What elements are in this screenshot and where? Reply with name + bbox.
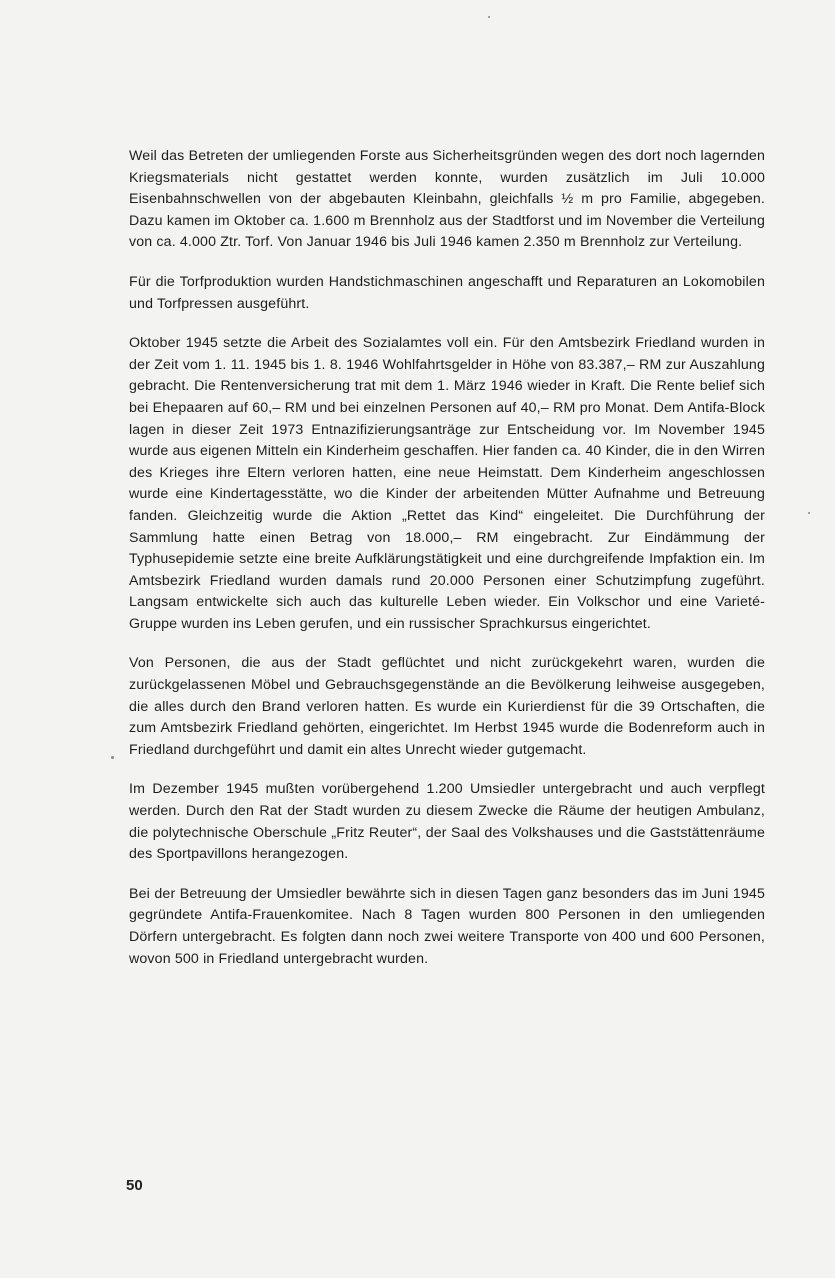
- paper-speck: [111, 756, 114, 759]
- paragraph-fuel-distribution: Weil das Betreten der umliegenden Forste aus Sicherheitsgründen wegen des dort noch lagernden Kriegsmaterials nicht gestattet werden konnte, wurden zusätzlich im Juli 10.000 Eisenbahnschwellen von der abgebauten Kleinbahn, gleichfalls ½ m pro Familie, abgegeben. Dazu kamen im Oktober ca. 1.600 m Brennholz aus der Stadtforst und im November die Verteilung von ca. 4.000 Ztr. Torf. Von Januar 1946 bis Juli 1946 kamen 2.350 m Brennholz zur Verteilung.: [129, 148, 765, 251]
- paper-speck: [808, 512, 810, 514]
- paragraph-womens-committee: Bei der Betreuung der Umsiedler bewährte sich in diesen Tagen ganz besonders das im Juni 1945 gegründete Antifa-Frauenkomitee. Nach 8 Tagen wurden 800 Personen in den umliegenden Dörfern untergebracht. Es folgten dann noch zwei weitere Transporte von 400 und 600 Personen, wovon 500 in Friedland untergebracht wurden.: [129, 885, 765, 967]
- paper-speck: [488, 16, 490, 18]
- paragraph-social-office: Oktober 1945 setzte die Arbeit des Sozialamtes voll ein. Für den Amtsbezirk Friedland wurden in der Zeit vom 1. 11. 1945 bis 1. 8. 1946 Wohlfahrtsgelder in Höhe von 83.387,– RM zur Auszahlung gebracht. Die Rentenversicherung trat mit dem 1. März 1946 wieder in Kraft. Die Rente belief sich bei Ehepaaren auf 60,– RM und bei einzelnen Personen auf 40,– RM pro Monat. Dem Antifa-Block lagen in dieser Zeit 1973 Entnazifizierungsanträge zur Entscheidung vor. Im November 1945 wurde aus eigenen Mitteln ein Kinderheim geschaffen. Hier fanden ca. 40 Kinder, die in den Wirren des Krieges ihre Eltern verloren hatten, eine neue Heimstatt. Dem Kinderheim angeschlossen wurde eine Kindertagesstätte, wo die Kinder der arbeitenden Mütter Aufnahme und Betreuung fanden. Gleichzeitig wurde die Aktion „Rettet das Kind“ eingeleitet. Die Durchführung der Sammlung hatte einen Betrag von 18.000,– RM eingebracht. Zur Eindämmung der Typhusepidemie setzte eine breite Aufklärungstätigkeit und eine durchgreifende Impfaktion ein. Im Amtsbezirk Friedland wurden damals rund 20.000 Personen einer Schutzimpfung zugeführt. Langsam entwickelte sich auch das kulturelle Leben wieder. Ein Volkschor und eine Varieté-Gruppe wurden ins Leben gerufen, und ein russischer Sprachkursus eingerichtet.: [129, 335, 765, 632]
- paragraph-property-distribution: Von Personen, die aus der Stadt geflüchtet und nicht zurückgekehrt waren, wurden die zurückgelassenen Möbel und Gebrauchsgegenstände an die Bevölkerung leihweise ausgegeben, die alles durch den Brand verloren hatten. Es wurde ein Kurierdienst für die 39 Ortschaften, die zum Amtsbezirk Friedland gehörten, eingerichtet. Im Herbst 1945 wurde die Bodenreform auch in Friedland durchgeführt und damit ein altes Unrecht wieder gutgemacht.: [129, 655, 765, 758]
- page-number: 50: [126, 1177, 143, 1194]
- body-text: [129, 146, 765, 988]
- paragraph-peat-production: Für die Torfproduktion wurden Handstichmaschinen angeschafft und Reparaturen an Lokomobilen und Torfpressen ausgeführt.: [129, 273, 765, 312]
- paragraph-resettlers-housing: Im Dezember 1945 mußten vorübergehend 1.200 Umsiedler untergebracht und auch verpflegt werden. Durch den Rat der Stadt wurden zu diesem Zwecke die Räume der heutigen Ambulanz, die polytechnische Oberschule „Fritz Reuter“, der Saal des Volkshauses und die Gaststättenräume des Sportpavillons herangezogen.: [129, 781, 765, 863]
